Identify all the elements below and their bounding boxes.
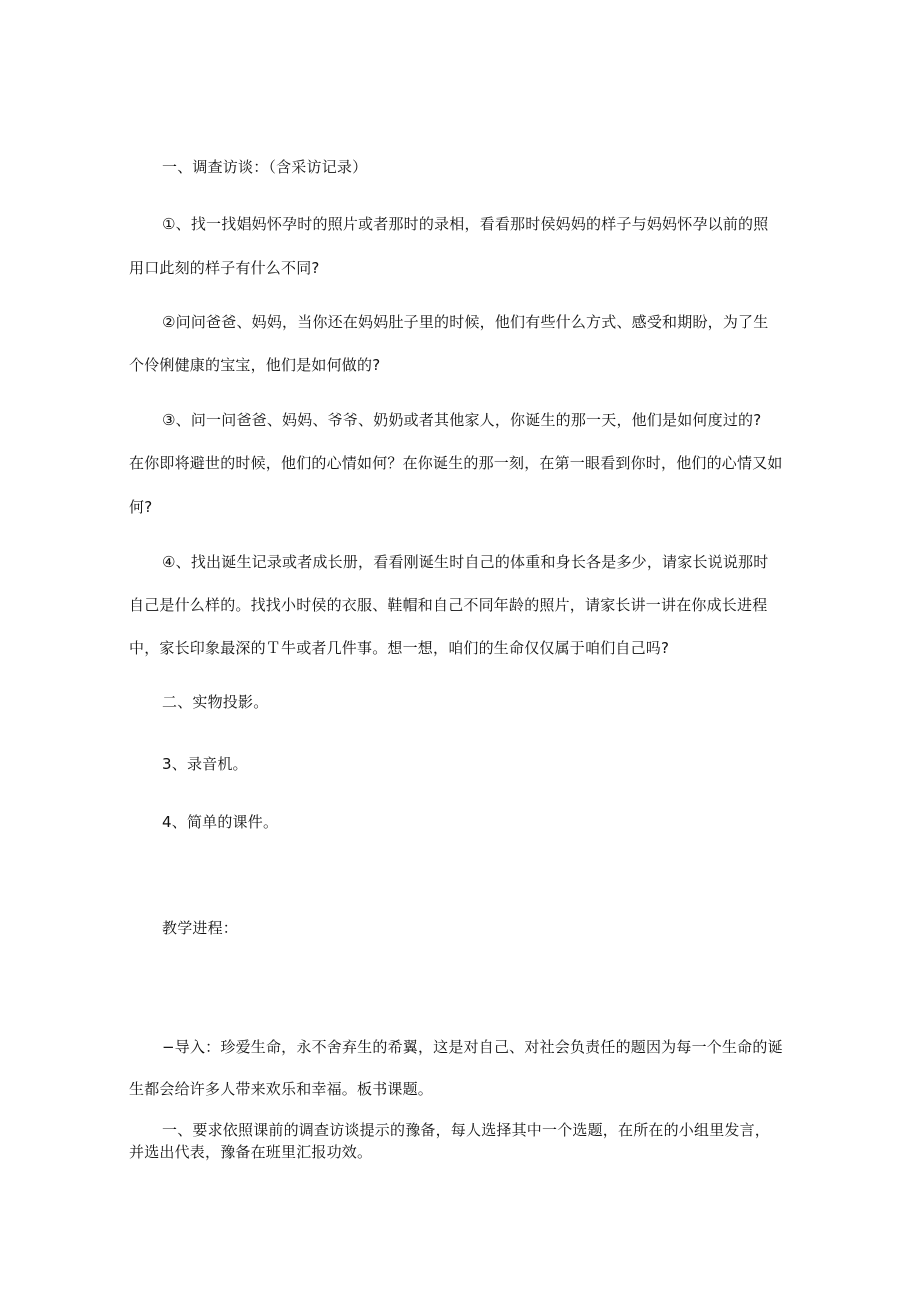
paragraph-4-line-3: 中，家长印象最深的Ｔ牛或者几件事。想一想，咱们的生命仅仅属于咱们自己吗?: [129, 639, 670, 657]
paragraph-1-line-2: 用口此刻的样子有什么不同?: [129, 259, 320, 277]
survey-heading: 一、调查访谈：（含采访记录）: [162, 158, 368, 176]
introduction-line-2: 生都会给许多人带来欢乐和幸福。板书课题。: [129, 1080, 434, 1098]
paragraph-2-line-1: ②问问爸爸、妈妈，当你还在妈妈肚子里的时候，他们有些什么方式、感受和期盼，为了生: [162, 313, 769, 331]
paragraph-4-line-1: ④、找出诞生记录或者成长册，看看刚诞生时自己的体重和身长各是多少，请家长说说那时: [162, 553, 769, 571]
teaching-process-heading: 教学进程：: [162, 919, 239, 937]
paragraph-3-line-1: ③、问一问爸爸、妈妈、爷爷、奶奶或者其他家人，你诞生的那一天，他们是如何度过的?: [162, 411, 762, 429]
paragraph-4-line-2: 自己是什么样的。找找小时侯的衣服、鞋帽和自己不同年龄的照片，请家长讲一讲在你成长进程: [129, 596, 768, 614]
paragraph-3-line-2: 在你即将避世的时候，他们的心情如何？在你诞生的那一刻，在第一眼看到你时，他们的心情又如: [129, 454, 783, 472]
paragraph-3-line-3: 何?: [129, 498, 153, 516]
introduction-line-1: −导入：珍爱生命，永不舍弃生的希翼，这是对自己、对社会负责任的题因为每一个生命的诞: [162, 1038, 783, 1056]
step-1-line-1: 一、要求依照课前的调查访谈提示的豫备，每人选择其中一个选题，在所在的小组里发言，: [162, 1121, 771, 1139]
step-1-line-2: 并选出代表，豫备在班里汇报功效。: [129, 1143, 373, 1161]
material-item-2: 二、实物投影。: [162, 693, 269, 711]
material-item-4: 4、简单的课件。: [162, 813, 279, 831]
paragraph-2-line-2: 个伶俐健康的宝宝，他们是如何做的?: [129, 356, 381, 374]
material-item-3: 3、录音机。: [162, 755, 248, 773]
paragraph-1-line-1: ①、找一找娼妈怀孕时的照片或者那时的录相，看看那时侯妈妈的样子与妈妈怀孕以前的照: [162, 215, 769, 233]
